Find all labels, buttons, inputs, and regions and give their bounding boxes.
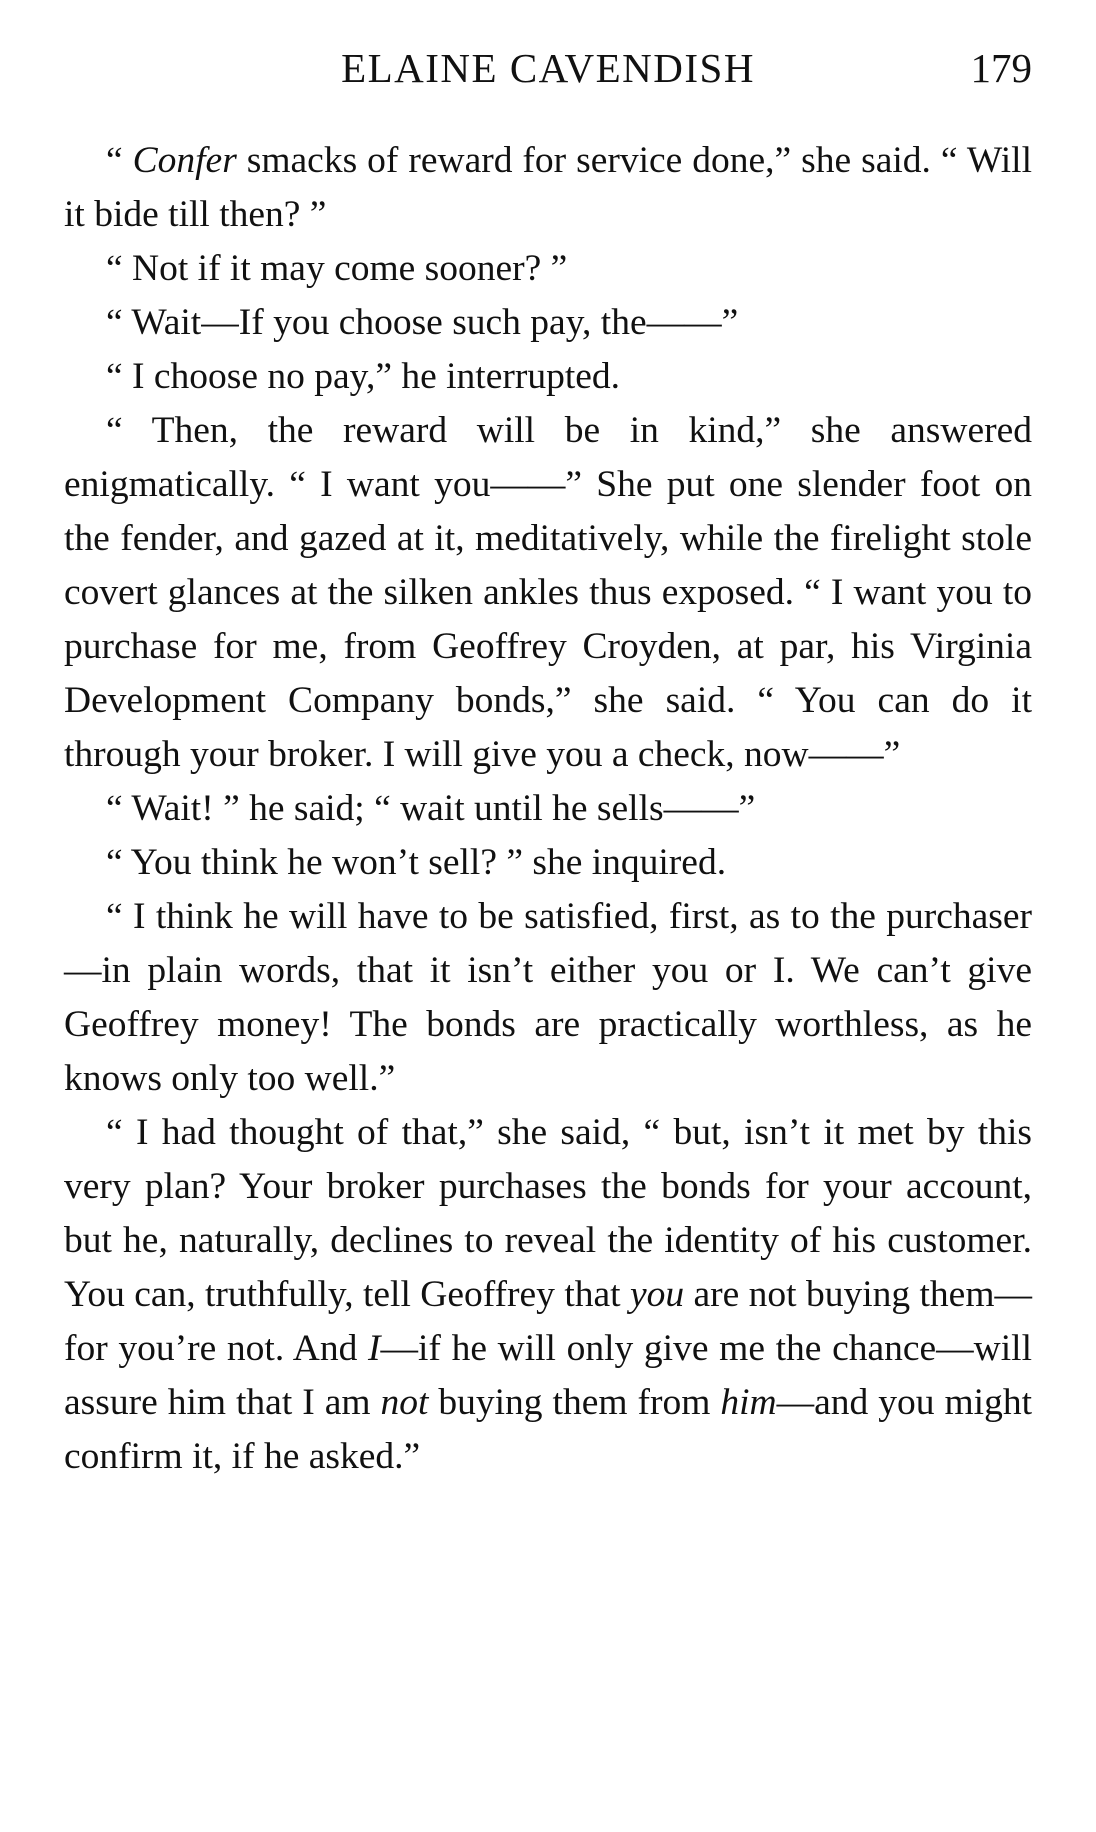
paragraph: “ Wait! ” he said; “ wait until he sells——” — [106, 788, 756, 829]
paragraph-text: —if he will only give me the chance—will assure him that I am — [64, 1328, 1032, 1423]
italic-word: not — [380, 1382, 429, 1423]
paragraph: “ Then, the reward will be in kind,” she answered enigmatically. “ I want you——” She put one slender foot on the fender, and gazed at it, meditatively, while the firelight stole covert glances at the silken ankles thus exposed. “ I want you to purchase for me, from Geoffrey Croyden, at par, his Virginia Development Company bonds,” she said. “ You can do it through your broker. I will give you a check, now——” — [64, 410, 1032, 775]
paragraph-text: —and you might confirm it, if he asked.” — [64, 1382, 1032, 1477]
paragraph: “ I choose no pay,” he interrupted. — [106, 356, 621, 397]
paragraph-text: buying them from — [428, 1382, 721, 1423]
paragraph — [64, 1106, 1032, 1484]
paragraph: “ I think he will have to be satisfied, first, as to the purchaser—in plain words, that it isn’t either you or I. We can’t give Geoffrey money! The bonds are practically worthless, as he knows only too well.” — [64, 896, 1032, 1099]
paragraph-text: “ I had thought of that,” she said, “ but, isn’t it met by this very plan? Your broker purchases the bonds for your account, but he, naturally, declines to reveal the identity of his customer. You can, truthfully, tell Geoffrey that — [64, 1112, 1032, 1315]
page-number: 179 — [970, 45, 1032, 91]
italic-word: you — [629, 1274, 685, 1315]
paragraph-text: are not buying them—for you’re not. And — [64, 1274, 1032, 1369]
opening-quote: “ — [106, 140, 133, 181]
paragraph-text: smacks of reward for service done,” she said. “ Will it bide till then? ” — [64, 140, 1032, 235]
running-title: ELAINE CAVENDISH — [341, 45, 755, 91]
italic-word: Confer — [132, 140, 237, 181]
paragraph: “ You think he won’t sell? ” she inquired. — [106, 842, 727, 883]
italic-word: I — [368, 1328, 381, 1369]
paragraph: “ Wait—If you choose such pay, the——” — [106, 302, 739, 343]
page-header — [64, 38, 1032, 98]
paragraph — [64, 134, 1032, 242]
italic-word: him — [720, 1382, 777, 1423]
body-text — [64, 134, 1032, 1484]
paragraph: “ Not if it may come sooner? ” — [106, 248, 568, 289]
